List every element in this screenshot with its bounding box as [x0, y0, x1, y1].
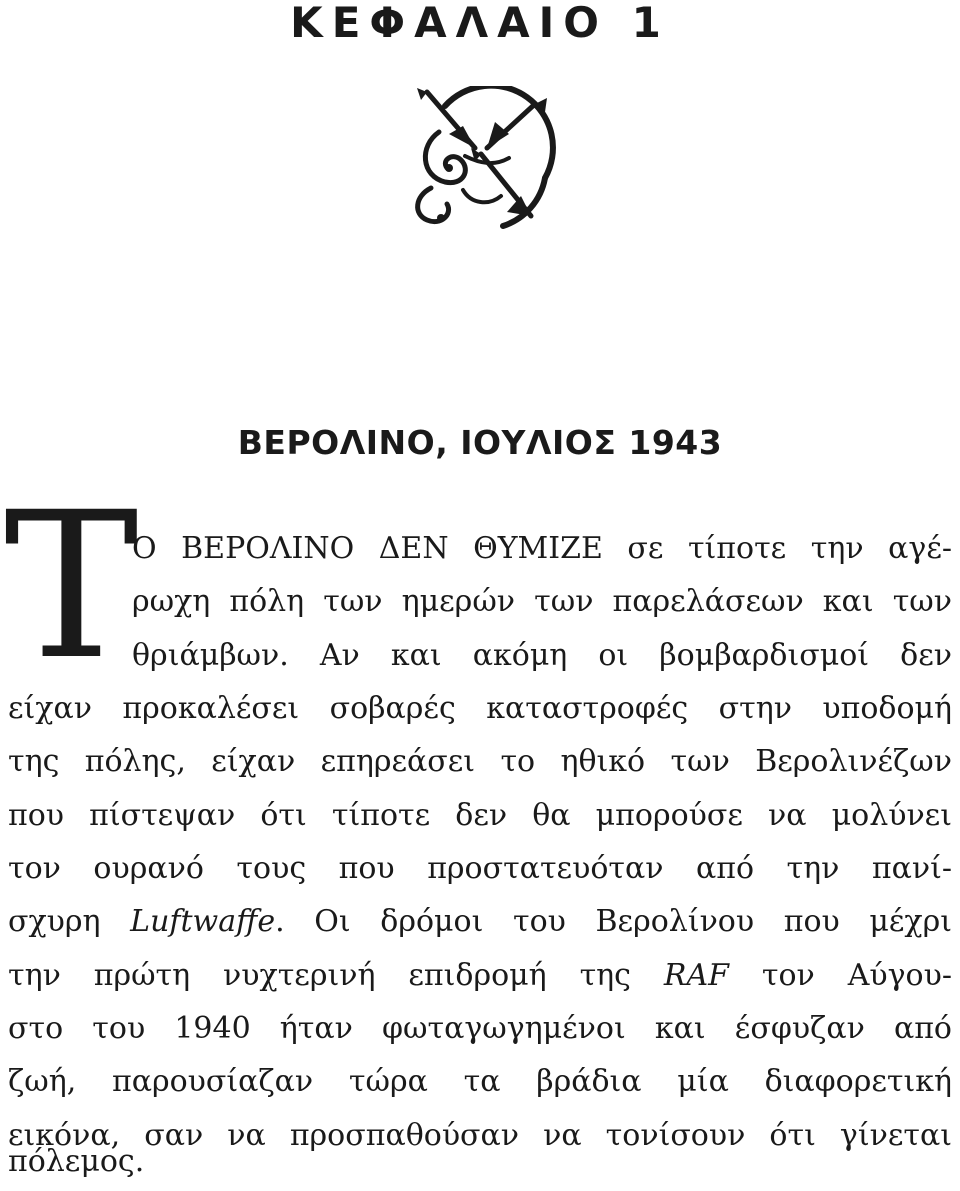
section-title: ΒΕΡΟΛΙΝΟ, ΙΟΥΛΙΟΣ 1943	[237, 423, 723, 462]
paragraph-line	[8, 898, 952, 946]
paragraph-line: τον ουρανό τους που προστατευόταν από την πανί-	[8, 851, 952, 886]
text-run: σχυρη	[8, 904, 131, 939]
drop-cap: Τ	[4, 468, 139, 704]
text-run: . Οι δρόμοι του Βερολίνου που μέχρι	[275, 904, 952, 939]
paragraph-line	[8, 952, 952, 1000]
paragraph-line: ζωή, παρουσίαζαν τώρα τα βράδια μία διαφορετική	[8, 1064, 952, 1099]
chapter-heading: ΚΕΦΑΛΑΙΟ 1	[290, 0, 670, 47]
text-run: την πρώτη νυχτερινή επιδρομή της	[8, 958, 664, 993]
italic-term: Luftwaffe	[130, 904, 276, 939]
italic-term: RAF	[663, 958, 729, 993]
paragraph-line: ρωχη πόλη των ημερών των παρελάσεων και των	[132, 584, 952, 619]
paragraph-line: Ο ΒΕΡΟΛΙΝΟ ΔΕΝ ΘΥΜΙΖΕ σε τίποτε την αγέ-	[132, 531, 952, 566]
floral-arrows-ornament-icon	[405, 86, 557, 236]
paragraph-line: είχαν προκαλέσει σοβαρές καταστροφές στην υποδομή	[8, 691, 952, 726]
paragraph-line: στο του 1940 ήταν φωταγωγημένοι και έσφυζαν από	[8, 1011, 952, 1046]
text-run: τον Αύγου-	[728, 958, 952, 993]
paragraph-last-line: πόλεμος.	[8, 1144, 145, 1179]
paragraph-line: εικόνα, σαν να προσπαθούσαν να τονίσουν ότι γίνεται	[8, 1118, 952, 1153]
paragraph-line: που πίστεψαν ότι τίποτε δεν θα μπορούσε να μολύνει	[8, 798, 952, 833]
paragraph-line: της πόλης, είχαν επηρεάσει το ηθικό των Βερολινέζων	[8, 744, 952, 779]
paragraph-line: θριάμβων. Αν και ακόμη οι βομβαρδισμοί δεν	[132, 638, 952, 673]
